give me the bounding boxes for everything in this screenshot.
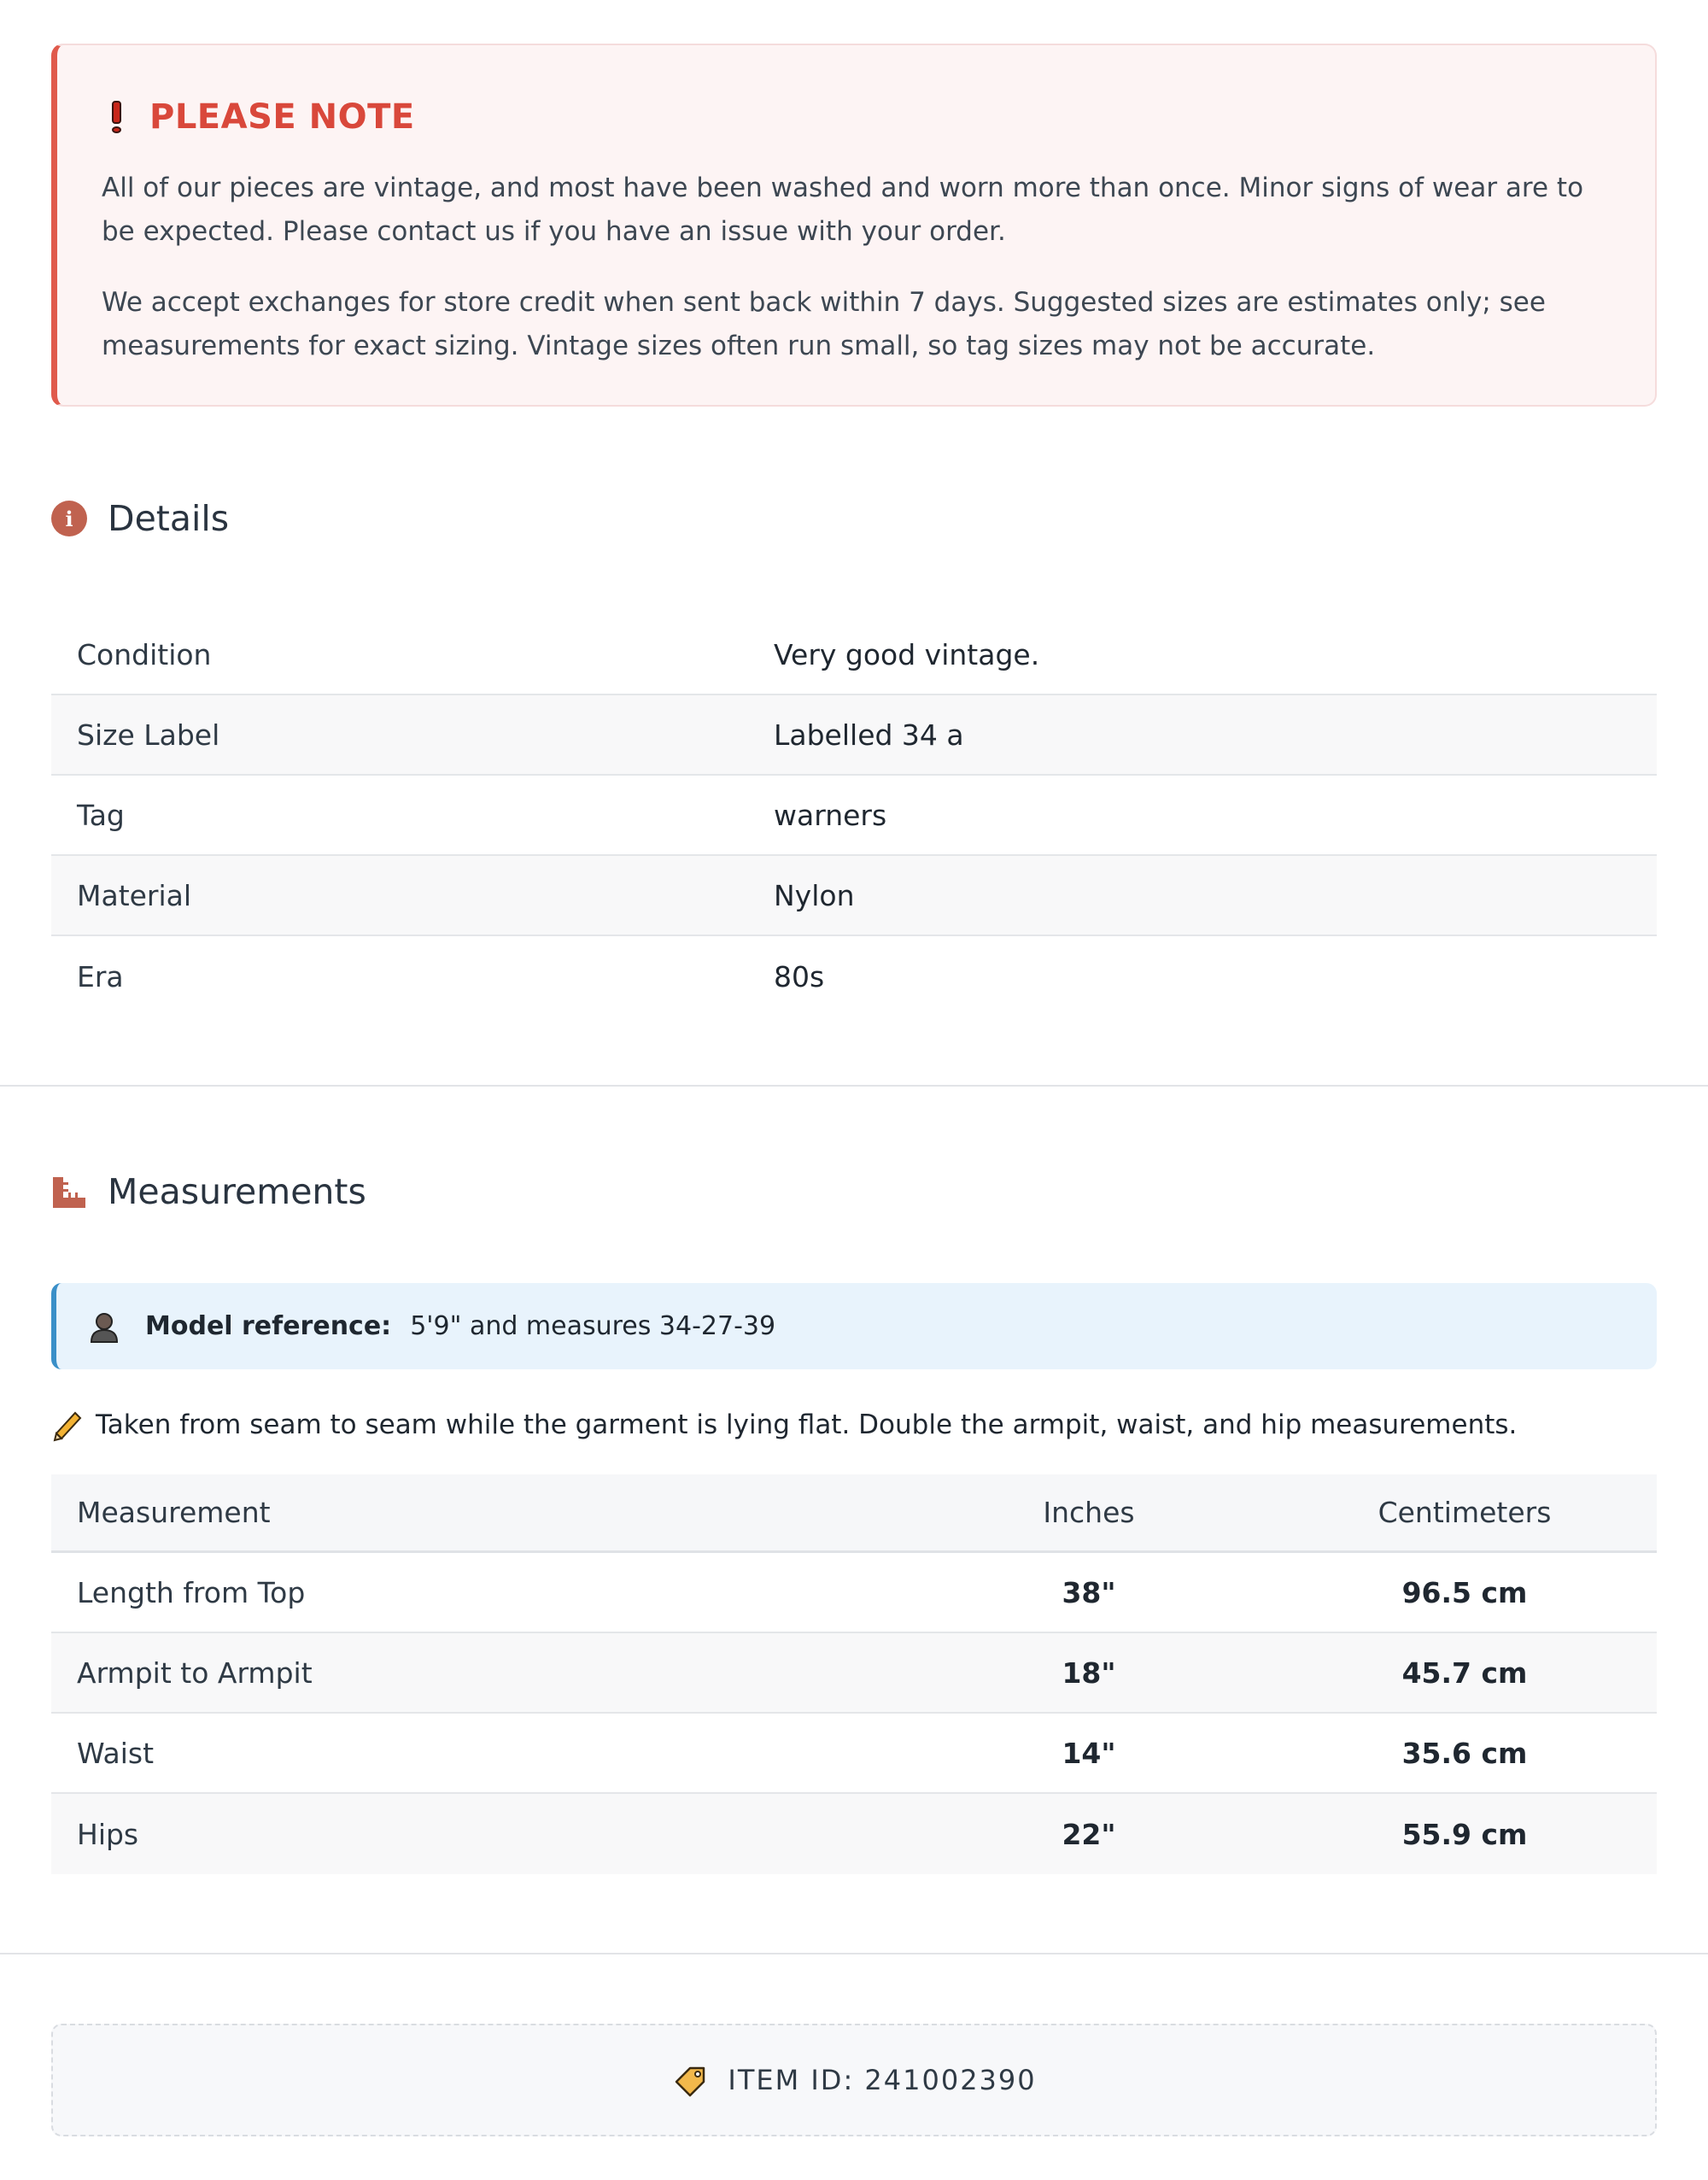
model-reference-value: 5'9" and measures 34-27-39 <box>410 1311 776 1341</box>
detail-value: Labelled 34 a <box>774 718 964 752</box>
measurements-title: Measurements <box>108 1171 366 1212</box>
info-icon: i <box>51 501 87 536</box>
table-header <box>51 1474 1657 1553</box>
details-table <box>51 615 1657 1017</box>
exclamation-icon <box>110 101 122 133</box>
details-title: Details <box>108 498 230 539</box>
item-id-label: ITEM ID: 241002390 <box>728 2064 1037 2096</box>
person-icon <box>87 1310 121 1344</box>
detail-value: 80s <box>774 959 825 993</box>
measurement-cm: 96.5 cm <box>1401 1575 1528 1609</box>
table-row <box>51 695 1657 776</box>
measurements-table <box>51 1474 1657 1874</box>
table-row <box>51 1553 1657 1633</box>
measurement-name: Hips <box>77 1817 139 1851</box>
detail-value: Nylon <box>774 878 855 912</box>
notice-box <box>51 44 1657 407</box>
measurement-inches: 18" <box>1062 1656 1116 1690</box>
ruler-icon <box>51 1174 87 1210</box>
table-row <box>51 1714 1657 1794</box>
detail-value: warners <box>774 798 887 832</box>
column-header-inches: Inches <box>1043 1496 1135 1529</box>
detail-label: Material <box>77 878 192 912</box>
table-row <box>51 856 1657 936</box>
section-divider <box>0 1085 1708 1087</box>
detail-label: Tag <box>77 798 125 832</box>
tag-icon <box>671 2061 709 2099</box>
detail-label: Era <box>77 959 124 993</box>
model-reference-label: Model reference: <box>145 1311 392 1341</box>
column-header-measurement: Measurement <box>77 1496 271 1529</box>
measurement-cm: 35.6 cm <box>1401 1736 1528 1770</box>
measurement-cm: 55.9 cm <box>1401 1817 1528 1851</box>
detail-value: Very good vintage. <box>774 637 1040 671</box>
measurement-tip <box>51 1408 1517 1442</box>
pencil-icon <box>51 1408 85 1442</box>
notice-header <box>102 91 1606 143</box>
section-divider <box>0 1953 1708 1954</box>
detail-label: Size Label <box>77 718 220 752</box>
table-row <box>51 936 1657 1017</box>
details-heading <box>51 498 229 539</box>
measurement-name: Length from Top <box>77 1575 306 1609</box>
measurement-inches: 14" <box>1062 1736 1116 1770</box>
notice-paragraph-1: All of our pieces are vintage, and most have been washed and worn more than once. Minor signs of wear are to be expected. Please contact us if you have an issue with your order. <box>102 173 1584 247</box>
column-header-centimeters: Centimeters <box>1378 1496 1552 1529</box>
tip-text: Taken from seam to seam while the garment is lying flat. Double the armpit, waist, and hip measurements. <box>96 1409 1518 1440</box>
table-row <box>51 615 1657 695</box>
item-id-box <box>51 2024 1657 2136</box>
measurement-inches: 38" <box>1062 1575 1116 1609</box>
table-row <box>51 776 1657 856</box>
measurement-name: Armpit to Armpit <box>77 1656 313 1690</box>
table-row <box>51 1794 1657 1874</box>
measurement-cm: 45.7 cm <box>1401 1656 1528 1690</box>
notice-paragraph-2: We accept exchanges for store credit when sent back within 7 days. Suggested sizes are estimates only; see measurements for exact sizing. Vintage sizes often run small, so tag sizes may not be accurate. <box>102 287 1546 361</box>
table-row <box>51 1633 1657 1714</box>
notice-title: PLEASE NOTE <box>149 97 415 137</box>
detail-label: Condition <box>77 637 212 671</box>
model-reference-box <box>51 1283 1657 1369</box>
measurements-heading <box>51 1171 366 1212</box>
measurement-inches: 22" <box>1062 1817 1116 1851</box>
measurement-name: Waist <box>77 1736 155 1770</box>
